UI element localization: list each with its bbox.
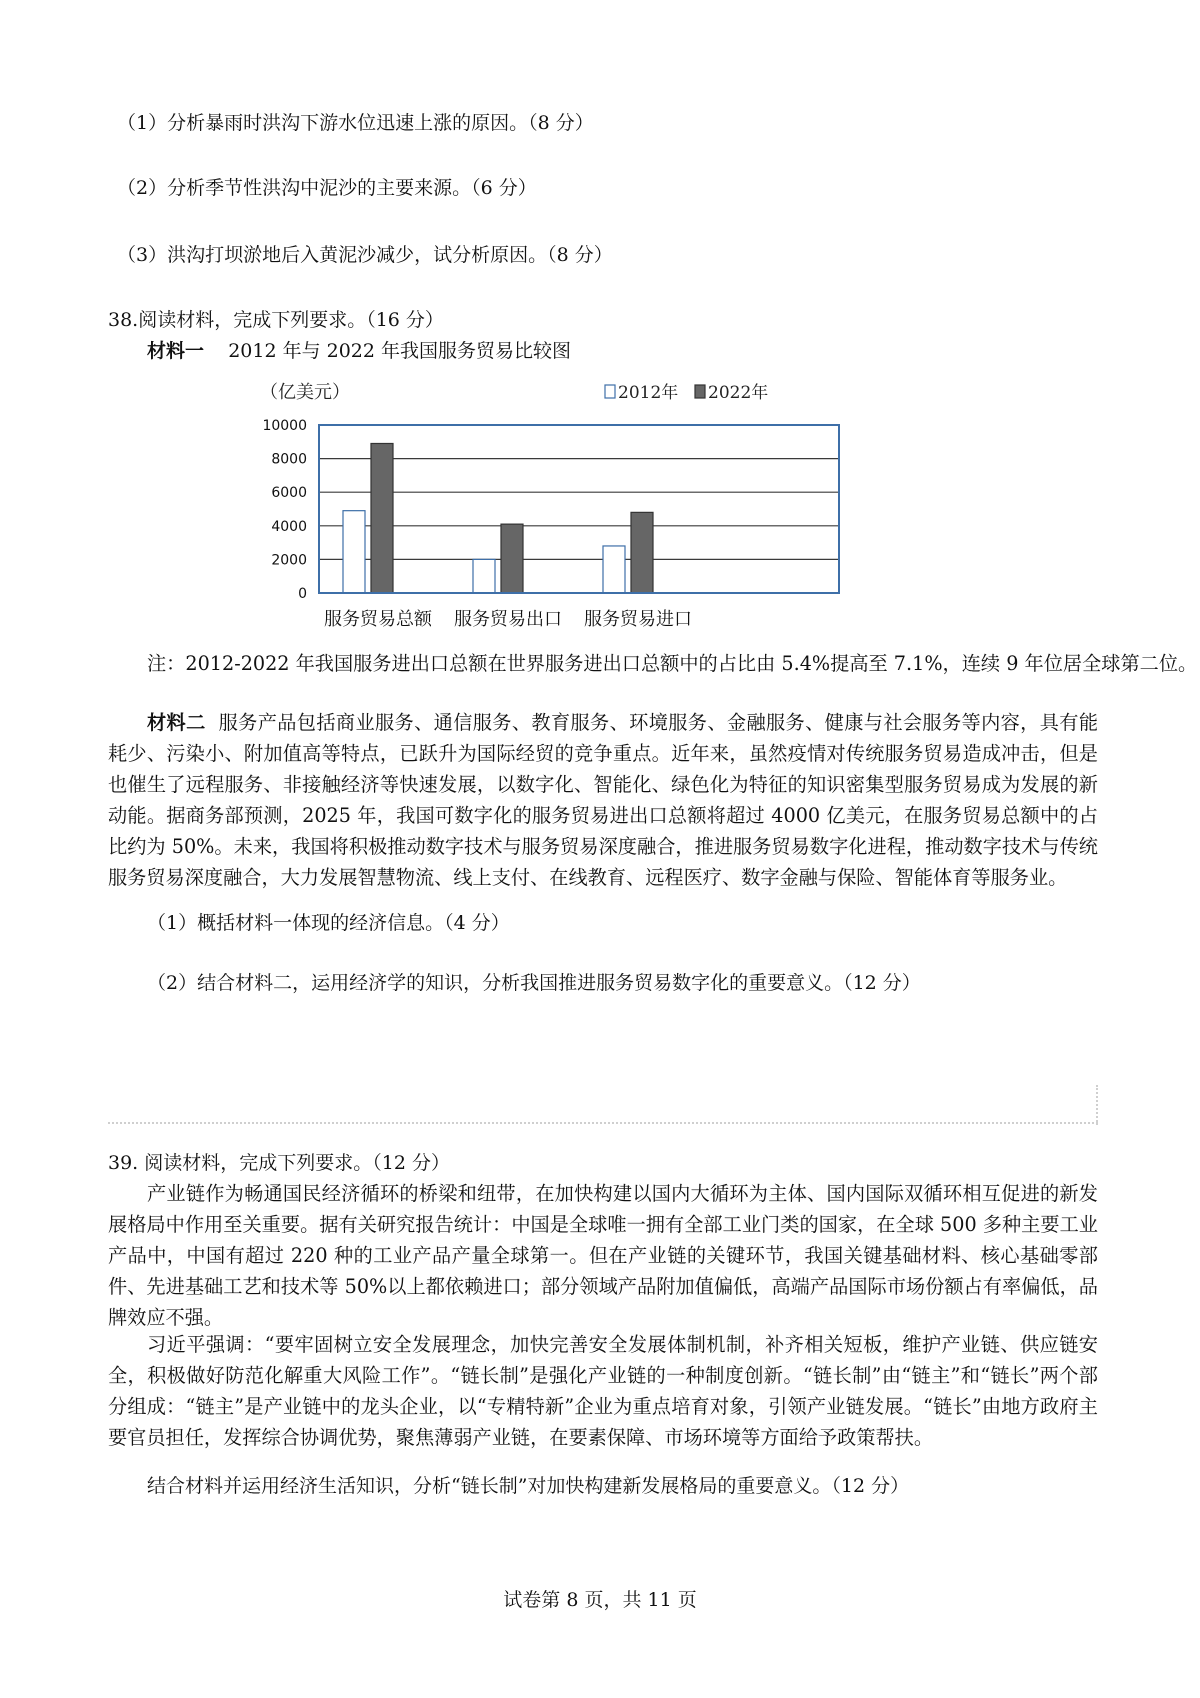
q37-sub1: （1）分析暴雨时洪沟下游水位迅速上涨的原因。（8 分） <box>117 112 594 134</box>
q38-title: 38.阅读材料，完成下列要求。（16 分） <box>108 309 444 331</box>
bar-2022年 <box>371 443 393 593</box>
chart-gridlines <box>319 459 839 560</box>
legend-swatch-2022年 <box>695 385 705 398</box>
y-tick-label: 10000 <box>262 418 307 434</box>
y-tick-label: 4000 <box>271 518 307 535</box>
x-category-label: 服务贸易出口 <box>454 609 562 630</box>
chart-y-ticks <box>262 418 307 602</box>
q37-sub3: （3）洪沟打坝淤地后入黄泥沙减少，试分析原因。（8 分） <box>117 244 613 266</box>
bar-2012年 <box>473 559 495 593</box>
service-trade-bar-chart <box>260 382 850 635</box>
legend-label: 2022年 <box>708 383 769 403</box>
q38-note: 注：2012-2022 年我国服务进出口总额在世界服务进出口总额中的占比由 5.4%提高至 7.1%，连续 9 年位居全球第二位。 <box>147 652 1198 675</box>
q38-sub1: （1）概括材料一体现的经济信息。（4 分） <box>147 912 510 934</box>
material2-text: 服务产品包括商业服务、通信服务、教育服务、环境服务、金融服务、健康与社会服务等内容，具有能耗少、污染小、附加值高等特点，已跃升为国际经贸的竞争重点。近年来，虽然疫情对传统服务贸易造成冲击，但是也催生了远程服务、非接触经济等快速发展，以数字化、智能化、绿色化为特征的知识密集型服务贸易成为发展的新动能。据商务部预测，2025 年，我国可数字化的服务贸易进出口总额将超过 4000 亿美元，在服务贸易总额中的占比约为 50%。未来，我国将积极推动数字技术与服务贸易深度融合，推进服务贸易数字化进程，推动数字技术与传统服务贸易深度融合，大力发展智慧物流、线上支付、在线教育、远程医疗、数字金融与保险、智能体育等服务业。 <box>108 711 1099 889</box>
section-divider <box>108 1122 1098 1124</box>
section-divider-vertical <box>1096 1085 1098 1125</box>
chart-x-labels <box>324 609 692 630</box>
q38-material2 <box>108 707 1098 893</box>
y-tick-label: 6000 <box>271 485 307 502</box>
q38-sub2: （2）结合材料二，运用经济学的知识，分析我国推进服务贸易数字化的重要意义。（12 分） <box>147 972 921 994</box>
q39-question: 结合材料并运用经济生活知识，分析“链长制”对加快构建新发展格局的重要意义。（12 分） <box>147 1475 910 1497</box>
material1-title: 2012 年与 2022 年我国服务贸易比较图 <box>228 340 572 362</box>
x-category-label: 服务贸易进口 <box>584 609 692 630</box>
q39-paragraph-1: 产业链作为畅通国民经济循环的桥梁和纽带，在加快构建以国内大循环为主体、国内国际双循环相互促进的新发展格局中作用至关重要。据有关研究报告统计：中国是全球唯一拥有全部工业门类的国家，在全球 500 多种主要工业产品中，中国有超过 220 种的工业产品产量全球第一。但在产业链的关键环节，我国关键基础材料、核心基础零部件、先进基础工艺和技术等 50%以上都依赖进口；部分领域产品附加值偏低，高端产品国际市场份额占有率偏低，品牌效应不强。 <box>108 1182 1098 1329</box>
chart-plot-frame <box>319 425 839 593</box>
chart-unit-label: （亿美元） <box>260 382 350 403</box>
q38-material1-heading <box>147 338 571 364</box>
material1-label: 材料一 <box>147 340 205 362</box>
chart-legend <box>605 382 768 403</box>
y-tick-label: 0 <box>298 586 307 602</box>
q39-title: 39. 阅读材料，完成下列要求。（12 分） <box>108 1152 450 1174</box>
bar-2022年 <box>631 512 653 593</box>
material2-label: 材料二 <box>147 711 206 734</box>
page-footer: 试卷第 8 页，共 11 页 <box>503 1589 697 1611</box>
bar-2022年 <box>501 524 523 593</box>
legend-label: 2012年 <box>618 383 679 403</box>
bar-2012年 <box>603 546 625 593</box>
y-tick-label: 8000 <box>271 451 307 468</box>
q37-sub2: （2）分析季节性洪沟中泥沙的主要来源。（6 分） <box>117 177 537 199</box>
y-tick-label: 2000 <box>271 552 307 569</box>
q39-paragraph-2: 习近平强调：“要牢固树立安全发展理念，加快完善安全发展体制机制，补齐相关短板，维护产业链、供应链安全，积极做好防范化解重大风险工作”。“链长制”是强化产业链的一种制度创新。“链长制”由“链主”和“链长”两个部分组成：“链主”是产业链中的龙头企业，以“专精特新”企业为重点培育对象，引领产业链发展。“链长”由地方政府主要官员担任，发挥综合协调优势，聚焦薄弱产业链，在要素保障、市场环境等方面给予政策帮扶。 <box>108 1333 1098 1449</box>
x-category-label: 服务贸易总额 <box>324 609 432 630</box>
bar-2012年 <box>343 511 365 593</box>
legend-swatch-2012年 <box>605 385 615 398</box>
chart-bars <box>343 443 653 593</box>
